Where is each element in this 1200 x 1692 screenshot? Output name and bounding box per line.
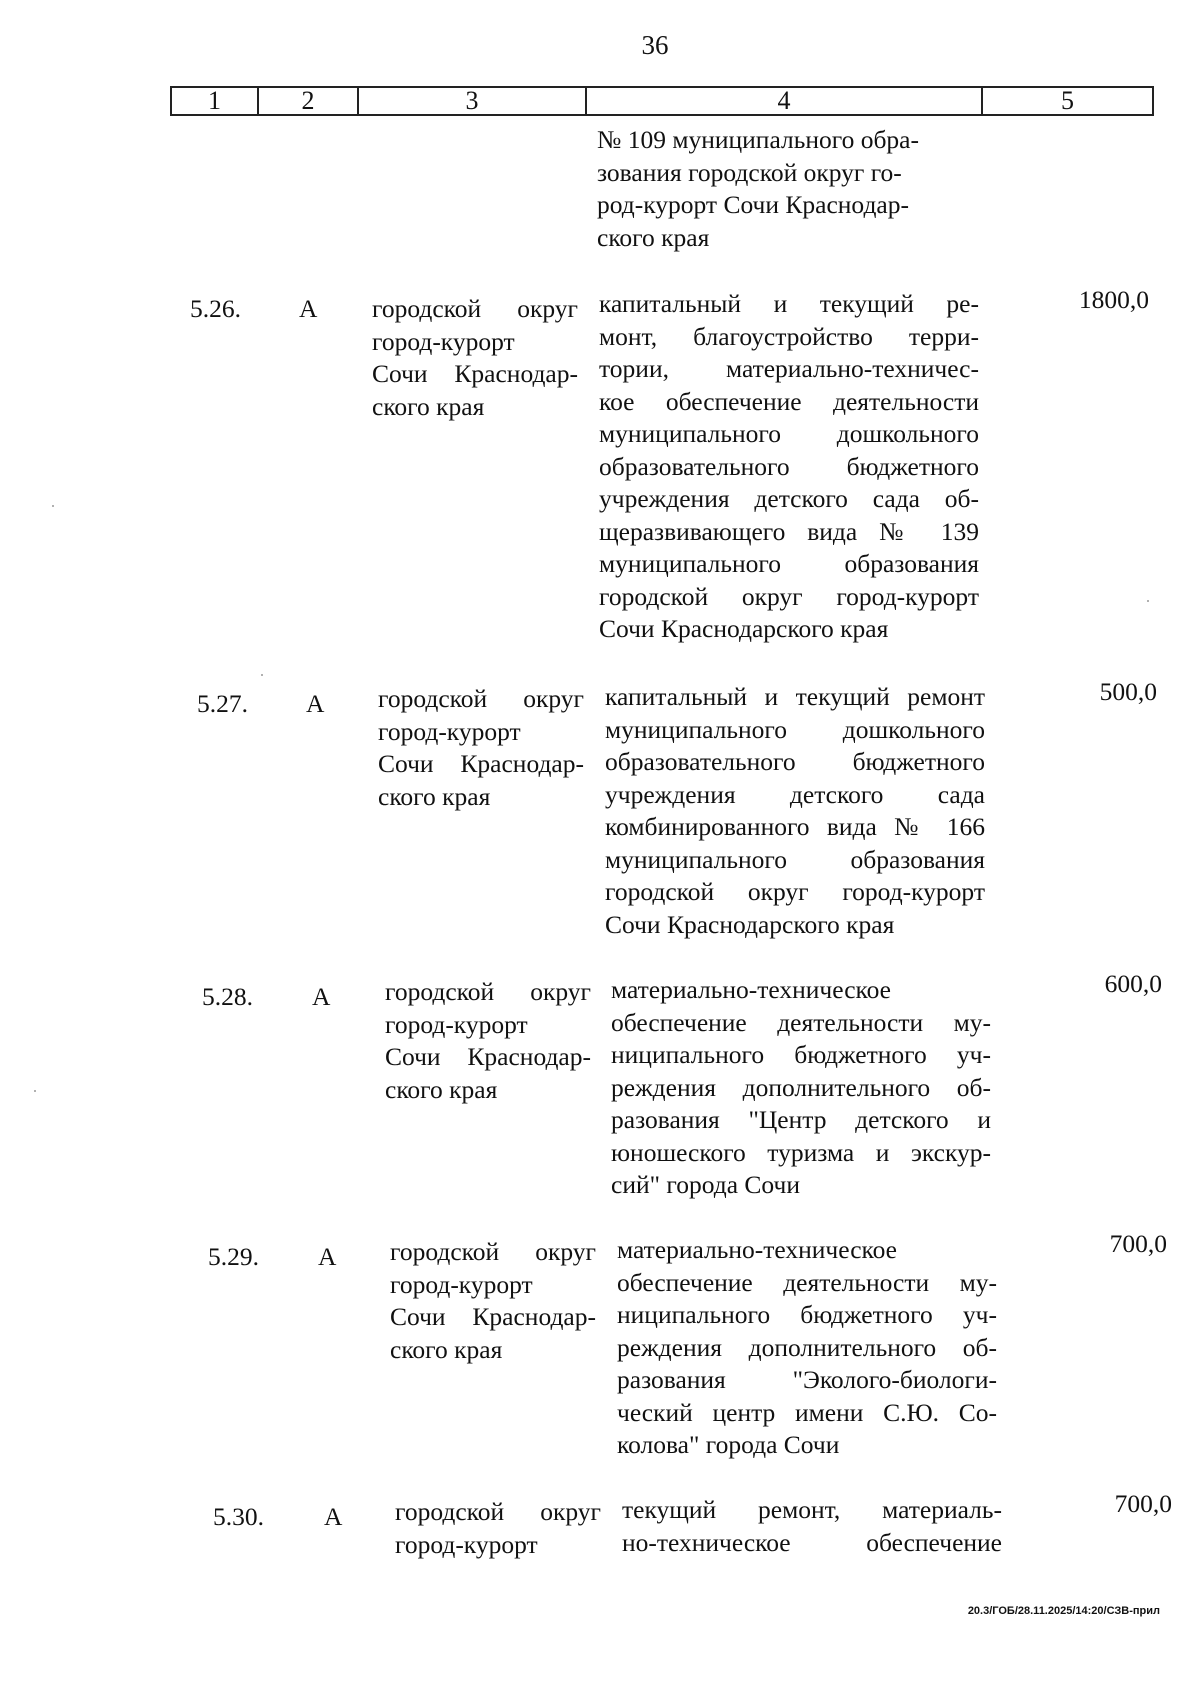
text-line: материально-техническое [611,975,892,1004]
row-purpose [605,681,985,941]
text-line: образовательного бюджетного [605,747,985,776]
header-col-2: 2 [257,86,357,116]
header-col-5: 5 [981,86,1154,116]
text-line: обеспечение деятельности му- [611,1007,991,1037]
text-line: городской округ [390,1237,596,1266]
row-category: А [318,1242,337,1271]
text-line: материально-техническое [617,1235,898,1264]
text-line: но-техническое обеспечение [622,1527,1002,1557]
text-line: образовательного бюджетного [599,451,979,481]
row-category: А [299,294,318,323]
row-number: 5.29. [208,1242,259,1271]
text-line: реждения дополнительного об- [611,1072,991,1102]
row-purpose [599,288,979,646]
text-line: комбинированного вида № 166 [605,812,985,841]
text-line: капитальный и текущий ре- [599,289,979,318]
text-line: Сочи Краснодарского края [599,614,889,643]
text-line: № 109 муниципального обра- [597,125,919,154]
text-line: городской округ [395,1497,601,1526]
row-amount: 500,0 [1099,677,1157,706]
row-recipient [385,976,591,1106]
text-line: ского края [385,1074,498,1104]
header-col-3: 3 [357,86,585,116]
text-line: городской округ [372,294,578,323]
text-line: муниципального образования [599,549,979,578]
text-line: ского края [390,1334,503,1364]
row-number: 5.26. [190,294,241,323]
row-recipient [378,683,584,813]
text-line: кое обеспечение деятельности [599,386,979,416]
scan-speck [261,674,263,676]
text-line: город-курорт [395,1529,538,1559]
row-purpose [617,1234,997,1462]
row-recipient [395,1496,601,1561]
text-line: сий" города Сочи [611,1170,800,1199]
text-line: щеразвивающего вида № 139 [599,516,979,546]
row-recipient [390,1236,596,1366]
row-amount: 700,0 [1109,1229,1167,1258]
continuation-text [597,124,971,254]
text-line: ческий центр имени С.Ю. Со- [617,1397,997,1427]
text-line: ского края [378,781,491,811]
text-line: реждения дополнительного об- [617,1332,997,1362]
header-col-1: 1 [170,86,257,116]
text-line: городской округ город-курорт [605,877,985,906]
text-line: род-курорт Сочи Краснодар- [597,190,909,219]
text-line: капитальный и текущий ремонт [605,682,985,711]
text-line: ского края [597,222,710,252]
text-line: текущий ремонт, материаль- [622,1495,1002,1524]
text-line: разования "Центр детского и [611,1105,991,1134]
scan-speck [52,505,54,507]
text-line: городской округ город-курорт [599,581,979,611]
text-line: муниципального дошкольного [599,419,979,448]
text-line: ниципального бюджетного уч- [617,1300,997,1329]
row-category: А [324,1502,343,1531]
text-line: город-курорт [372,326,515,356]
text-line: Сочи Краснодар- [378,749,584,778]
row-number: 5.27. [197,689,248,718]
header-col-4: 4 [585,86,981,116]
text-line: город-курорт [378,716,521,746]
row-category: А [306,689,325,718]
text-line: городской округ [378,684,584,713]
text-line: зования городской округ го- [597,157,902,187]
row-amount: 1800,0 [1078,285,1149,314]
page-number: 36 [641,30,669,60]
text-line: Сочи Краснодарского края [605,909,895,939]
text-line: город-курорт [390,1269,533,1299]
scan-speck [34,1090,36,1092]
text-line: Сочи Краснодар- [372,359,578,388]
text-line: городской округ [385,977,591,1006]
text-line: разования "Эколого-биологи- [617,1365,997,1394]
text-line: обеспечение деятельности му- [617,1267,997,1297]
scan-speck [1147,600,1149,602]
text-line: колова" города Сочи [617,1430,840,1459]
text-line: монт, благоустройство терри- [599,321,979,351]
text-line: учреждения детского сада об- [599,484,979,513]
row-recipient [372,293,578,423]
text-line: тории, материально-техничес- [599,354,979,383]
text-line: город-курорт [385,1009,528,1039]
row-purpose [622,1494,1002,1559]
text-line: муниципального образования [605,844,985,874]
text-line: Сочи Краснодар- [390,1302,596,1331]
row-number: 5.30. [213,1502,264,1531]
text-line: юношеского туризма и экскур- [611,1137,991,1167]
row-purpose [611,974,991,1202]
text-line: учреждения детского сада [605,779,985,809]
row-amount: 600,0 [1104,969,1162,998]
row-amount: 700,0 [1114,1489,1172,1518]
row-category: А [312,982,331,1011]
text-line: Сочи Краснодар- [385,1042,591,1071]
row-number: 5.28. [202,982,253,1011]
text-line: муниципального дошкольного [605,714,985,744]
document-code: 20.3/ГОБ/28.11.2025/14:20/СЗВ-прил [967,1605,1160,1617]
text-line: ского края [372,391,485,421]
text-line: ниципального бюджетного уч- [611,1040,991,1069]
